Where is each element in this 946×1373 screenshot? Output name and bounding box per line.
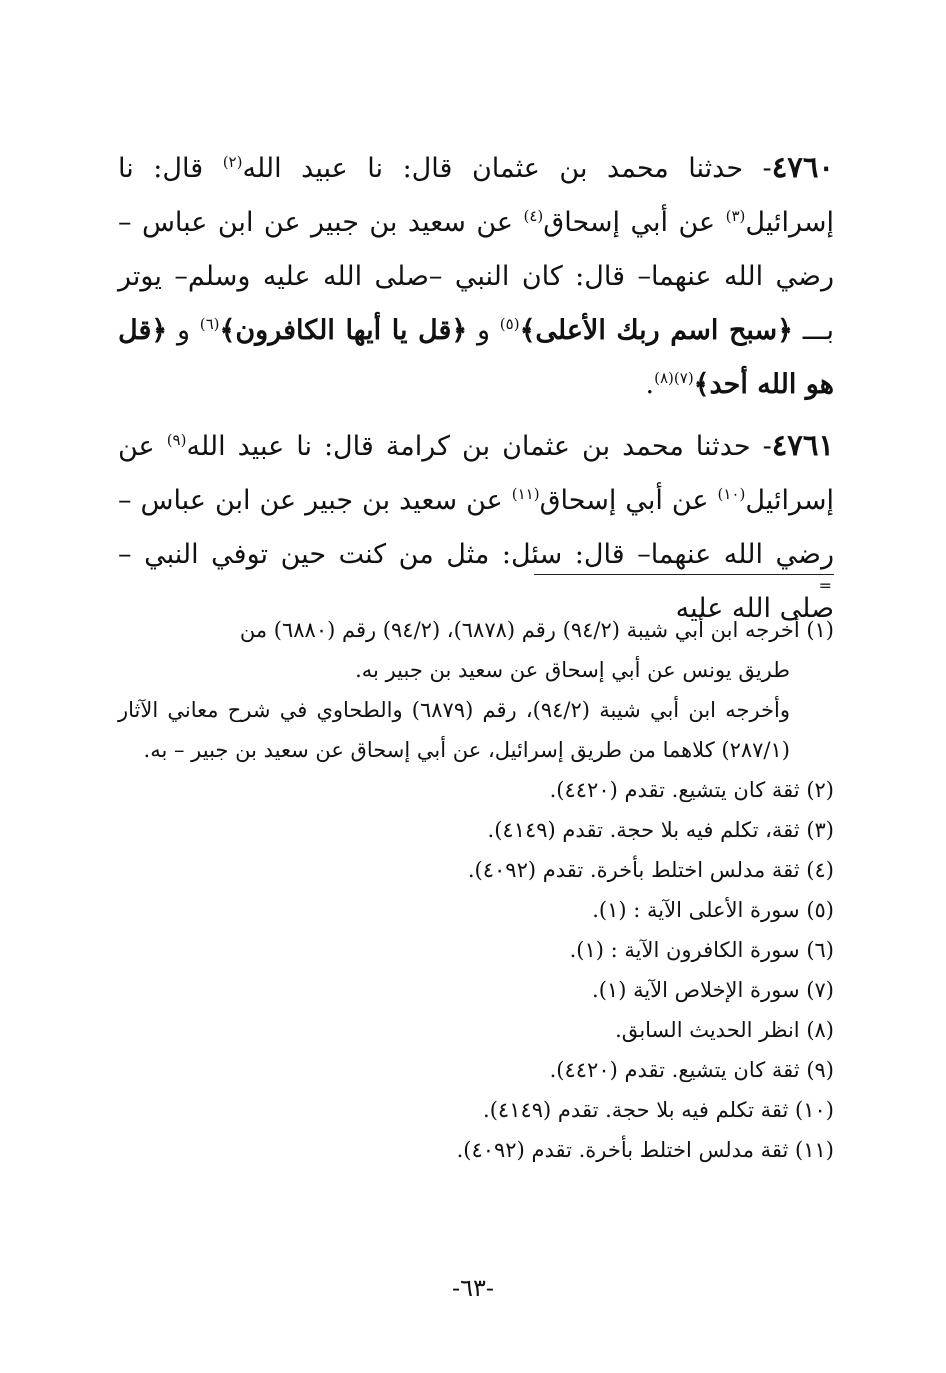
hadith-text: و: [467, 315, 500, 346]
footnote-3: (٣) ثقة، تكلم فيه بلا حجة. تقدم (٤١٤٩).: [487, 818, 834, 842]
quran-quote: ﴿قل يا أيها الكافرون﴾: [219, 315, 468, 346]
footnote-4: (٤) ثقة مدلس اختلط بأخرة. تقدم (٤٠٩٢).: [467, 858, 834, 882]
hadith-text: عن سعيد بن جبير عن ابن عباس – رضي الله عنهما– قال: كان النبي –صلى الله عليه وسلم– يوتر بـــ: [118, 207, 834, 346]
footnote-ref[interactable]: (٤): [523, 207, 544, 225]
hadith-text: - حدثنا محمد بن عثمان قال: نا عبيد الله: [242, 153, 772, 184]
footnote-10: (١٠) ثقة تكلم فيه بلا حجة. تقدم (٤١٤٩).: [483, 1098, 834, 1122]
footnote-5: (٥) سورة الأعلى الآية : (١).: [592, 898, 834, 922]
footnote-text: طريق يونس عن أبي إسحاق عن سعيد بن جبير به.: [355, 658, 790, 682]
hadith-number: ٤٧٦٠: [771, 150, 834, 184]
footnote-ref[interactable]: (٩): [166, 431, 187, 449]
hadith-text: قال: نا إسرائيل: [118, 153, 834, 238]
footnote-6: (٦) سورة الكافرون الآية : (١).: [569, 938, 834, 962]
footnote-ref[interactable]: (٢): [222, 153, 243, 171]
hadith-text: عن أبي إسحاق: [539, 485, 718, 516]
footnote-separator: [118, 568, 834, 595]
hadith-text: عن سعيد بن جبير عن ابن عباس –رضي الله عنهما– قال: سئل: مثل من كنت حين توفي النبي –صلى الله عليه: [118, 485, 834, 624]
page-number: -٦٣-: [452, 1274, 494, 1302]
footnote-text: (١) أخرجه ابن أبي شيبة (٩٤/٢) رقم (٦٨٧٨)، (٩٤/٢) رقم (٦٨٨٠) من: [239, 618, 834, 642]
footnote-9: (٩) ثقة كان يتشيع. تقدم (٤٤٢٠).: [549, 1058, 834, 1082]
footnote-1: [118, 610, 834, 770]
footnote-ref[interactable]: (٥): [499, 315, 520, 333]
footnotes: [118, 610, 834, 1170]
separator-mark: =: [818, 576, 832, 595]
hadith-number: ٤٧٦١: [771, 428, 835, 462]
hadith-text: عن إسرائيل: [118, 431, 834, 516]
hadith-text: .: [645, 369, 655, 400]
footnote-ref[interactable]: (١٠): [717, 485, 746, 503]
footnote-ref[interactable]: (٦): [199, 315, 220, 333]
footnote-8: (٨) انظر الحديث السابق.: [615, 1018, 834, 1042]
footnote-ref[interactable]: (٣): [725, 207, 746, 225]
separator-line: [534, 574, 834, 575]
main-text: [118, 140, 834, 642]
hadith-4760: [118, 140, 834, 412]
footnote-11: (١١) ثقة مدلس اختلط بأخرة. تقدم (٤٠٩٢).: [456, 1138, 834, 1162]
hadith-4761: [118, 418, 834, 636]
hadith-text: عن أبي إسحاق: [543, 207, 726, 238]
footnote-7: (٧) سورة الإخلاص الآية (١).: [592, 978, 834, 1002]
quran-quote: ﴿قل هو الله أحد﴾: [118, 315, 834, 400]
footnote-text: وأخرجه ابن أبي شيبة (٩٤/٢)، رقم (٦٨٧٩) والطحاوي في شرح معاني الآثار (٢٨٧/١) كلاهما من طريق إسرائيل، عن أبي إسحاق عن سعيد بن جبير – به.: [118, 698, 790, 762]
footnote-ref[interactable]: (١١): [511, 485, 540, 503]
quran-quote: ﴿سبح اسم ربك الأعلى﴾: [519, 315, 793, 346]
footnote-ref[interactable]: (٧)(٨): [654, 369, 694, 387]
hadith-text: و: [167, 315, 200, 346]
hadith-text: - حدثنا محمد بن عثمان بن كرامة قال: نا عبيد الله: [186, 431, 772, 462]
footnote-2: (٢) ثقة كان يتشيع. تقدم (٤٤٢٠).: [549, 778, 834, 802]
